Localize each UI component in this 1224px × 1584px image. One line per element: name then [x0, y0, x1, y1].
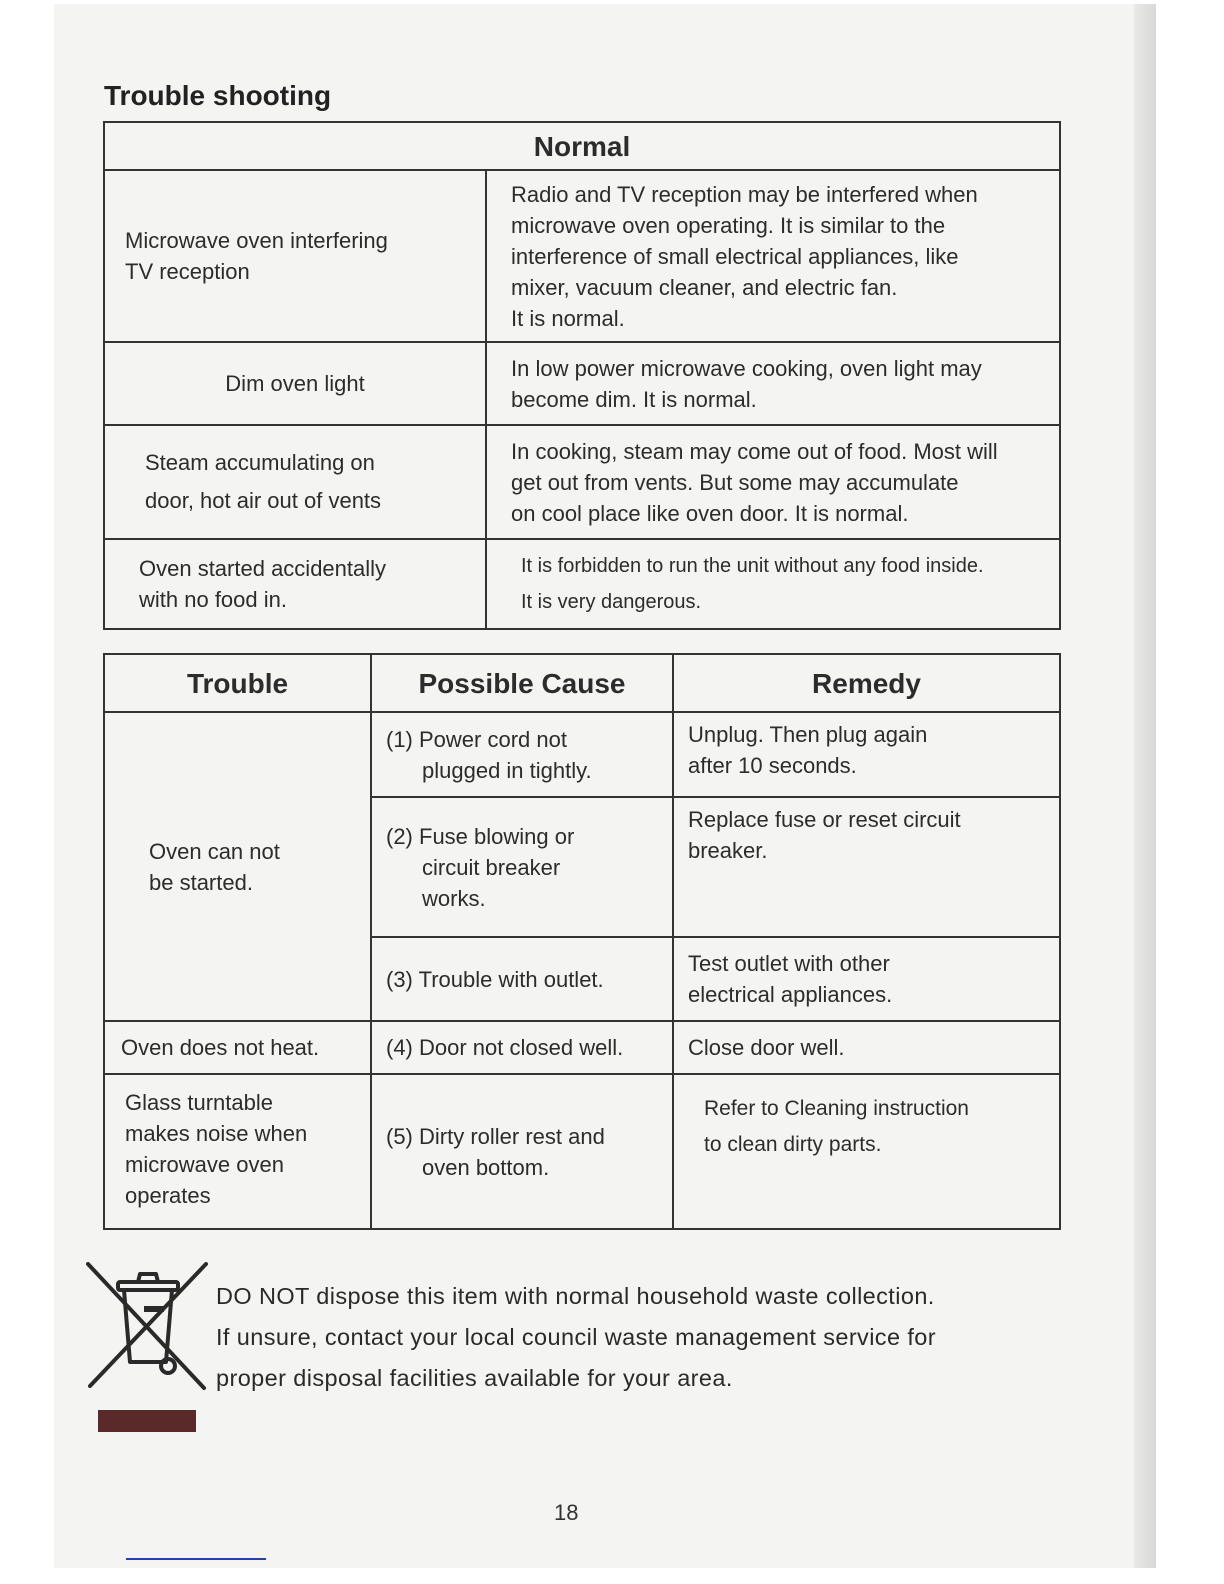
remedy-line: Replace fuse or reset circuit — [688, 807, 961, 832]
page-title: Trouble shooting — [104, 80, 332, 111]
normal-issue — [104, 539, 486, 629]
header-cause: Possible Cause — [371, 654, 673, 712]
explanation-line: get out from vents. But some may accumulate — [511, 469, 959, 495]
issue-line: Microwave oven interfering — [125, 228, 388, 253]
remedy-line: to clean dirty parts. — [704, 1133, 882, 1156]
disposal-line: DO NOT dispose this item with normal household waste collection. — [216, 1283, 935, 1309]
explanation-line: Radio and TV reception may be interfered when — [511, 181, 978, 207]
issue-line: with no food in. — [139, 587, 287, 612]
weee-marker-bar — [98, 1410, 196, 1432]
issue-line: Dim oven light — [225, 371, 365, 396]
cause-cell — [371, 797, 673, 937]
explanation-line: In low power microwave cooking, oven light may — [511, 355, 982, 381]
cause-line: plugged in tightly. — [422, 757, 592, 783]
trouble-line: microwave oven — [125, 1152, 284, 1177]
remedy-line: Refer to Cleaning instruction — [704, 1097, 969, 1120]
remedy-line: Close door well. — [688, 1035, 845, 1060]
remedy-line: Test outlet with other — [688, 951, 890, 976]
crossed-out-wheelie-bin-icon — [86, 1262, 210, 1392]
page-number: 18 — [554, 1500, 579, 1525]
cause-cell — [371, 712, 673, 797]
normal-explanation — [486, 342, 1060, 425]
cause-cell — [371, 1021, 673, 1074]
cause-line: (4) Door not closed well. — [386, 1035, 624, 1060]
trouble-line: Oven can not — [149, 838, 280, 864]
cause-line: (3) Trouble with outlet. — [386, 966, 604, 992]
normal-table — [103, 121, 1061, 630]
remedy-line: breaker. — [688, 838, 768, 863]
issue-line: Oven started accidentally — [139, 556, 387, 581]
remedy-line: after 10 seconds. — [688, 753, 857, 778]
normal-explanation — [486, 425, 1060, 539]
trouble-line: be started. — [149, 869, 253, 895]
page-edge-shadow — [1134, 4, 1156, 1568]
issue-line: door, hot air out of vents — [145, 488, 382, 513]
trouble-cell — [104, 1021, 371, 1074]
explanation-line: It is forbidden to run the unit without any food inside. — [521, 555, 984, 577]
normal-explanation — [486, 539, 1060, 629]
cause-cell — [371, 937, 673, 1021]
disposal-line: proper disposal facilities available for your area. — [216, 1365, 733, 1391]
trouble-cell — [104, 1074, 371, 1229]
trouble-line: makes noise when — [125, 1121, 308, 1146]
issue-line: TV reception — [125, 259, 250, 284]
explanation-line: It is normal. — [511, 305, 625, 331]
remedy-cell — [673, 1074, 1060, 1229]
explanation-line: on cool place like oven door. It is normal. — [511, 500, 909, 526]
remedy-cell — [673, 797, 1060, 937]
trouble-line: Oven does not heat. — [121, 1035, 320, 1060]
cause-line: circuit breaker — [422, 854, 561, 880]
cause-line: (1) Power cord not — [386, 726, 567, 752]
issue-line: Steam accumulating on — [145, 450, 375, 475]
explanation-line: microwave oven operating. It is similar to the — [511, 212, 946, 238]
trouble-line: Glass turntable — [125, 1090, 273, 1115]
normal-issue — [104, 342, 486, 425]
explanation-line: become dim. It is normal. — [511, 386, 757, 412]
remedy-cell — [673, 937, 1060, 1021]
remedy-line: electrical appliances. — [688, 982, 893, 1007]
cause-line: (2) Fuse blowing or — [386, 823, 575, 849]
cause-line: (5) Dirty roller rest and — [386, 1123, 605, 1149]
trouble-line: operates — [125, 1183, 211, 1208]
explanation-line: It is very dangerous. — [521, 591, 702, 613]
remedy-cell — [673, 1021, 1060, 1074]
cause-cell — [371, 1074, 673, 1229]
header-trouble: Trouble — [104, 654, 371, 712]
link-underline — [126, 1558, 266, 1560]
explanation-line: In cooking, steam may come out of food. Most will — [511, 438, 998, 464]
remedy-cell — [673, 712, 1060, 797]
cause-line: works. — [422, 885, 486, 911]
normal-issue — [104, 425, 486, 539]
disposal-line: If unsure, contact your local council waste management service for — [216, 1324, 936, 1350]
disposal-notice — [216, 1276, 1066, 1399]
normal-header: Normal — [104, 122, 1060, 170]
normal-issue — [104, 170, 486, 342]
explanation-line: interference of small electrical appliances, like — [511, 243, 959, 269]
header-remedy: Remedy — [673, 654, 1060, 712]
troubleshooting-table — [103, 653, 1061, 1230]
normal-explanation — [486, 170, 1060, 342]
cause-line: oven bottom. — [422, 1154, 550, 1180]
explanation-line: mixer, vacuum cleaner, and electric fan. — [511, 274, 898, 300]
remedy-line: Unplug. Then plug again — [688, 722, 928, 747]
trouble-cell — [104, 712, 371, 1021]
